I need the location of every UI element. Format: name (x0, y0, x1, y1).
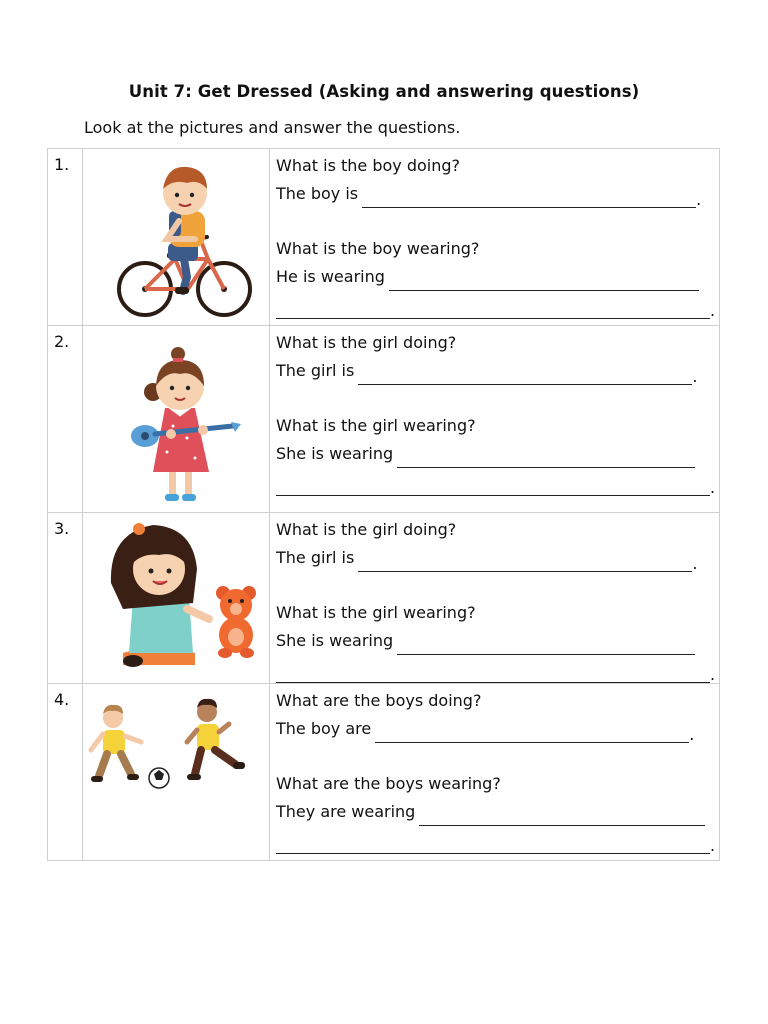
answer-blank[interactable] (276, 477, 710, 496)
answer-blank[interactable] (276, 300, 710, 319)
boy-riding-bicycle-illustration (83, 149, 269, 325)
boys-playing-football-illustration (83, 684, 269, 860)
answer-prompt-2: He is wearing (276, 267, 385, 286)
answer-blank[interactable] (397, 449, 695, 468)
question-2: What is the boy wearing? (276, 239, 480, 258)
question-row-3 (48, 513, 720, 684)
answer-blank[interactable] (358, 553, 692, 572)
worksheet-title: Unit 7: Get Dressed (Asking and answering questions) (128, 82, 640, 101)
instruction-text: Look at the pictures and answer the questions. (84, 118, 461, 137)
answer-prompt-2: They are wearing (276, 802, 416, 821)
question-1: What is the girl doing? (276, 520, 457, 539)
period: . (710, 836, 716, 855)
question-1: What is the boy doing? (276, 156, 461, 175)
answer-cell (270, 684, 720, 861)
period: . (692, 367, 698, 386)
answer-prompt-1: The girl is (276, 548, 355, 567)
question-row-1 (48, 149, 720, 326)
picture-cell (83, 149, 270, 326)
question-2: What is the girl wearing? (276, 416, 476, 435)
item-number: 2. (48, 326, 83, 513)
answer-prompt-1: The boy are (276, 719, 372, 738)
question-table (47, 148, 720, 861)
answer-blank[interactable] (397, 636, 695, 655)
period: . (689, 725, 695, 744)
question-2: What is the girl wearing? (276, 603, 476, 622)
period: . (696, 190, 702, 209)
item-number: 3. (48, 513, 83, 684)
answer-prompt-1: The girl is (276, 361, 355, 380)
answer-prompt-1: The boy is (276, 184, 359, 203)
period: . (710, 665, 716, 684)
picture-cell (83, 326, 270, 513)
item-number: 1. (48, 149, 83, 326)
answer-blank[interactable] (362, 189, 696, 208)
item-number: 4. (48, 684, 83, 861)
answer-blank[interactable] (358, 366, 692, 385)
period: . (710, 301, 716, 320)
period: . (692, 554, 698, 573)
question-1: What are the boys doing? (276, 691, 482, 710)
answer-blank[interactable] (375, 724, 689, 743)
answer-prompt-2: She is wearing (276, 444, 394, 463)
answer-cell (270, 513, 720, 684)
question-2: What are the boys wearing? (276, 774, 501, 793)
answer-blank[interactable] (276, 664, 710, 683)
answer-blank[interactable] (419, 807, 705, 826)
answer-blank[interactable] (276, 835, 710, 854)
question-row-4 (48, 684, 720, 861)
girl-playing-ukulele-illustration (83, 326, 269, 512)
period: . (710, 478, 716, 497)
question-row-2 (48, 326, 720, 513)
picture-cell (83, 513, 270, 684)
answer-cell (270, 149, 720, 326)
answer-prompt-2: She is wearing (276, 631, 394, 650)
picture-cell (83, 684, 270, 861)
answer-blank[interactable] (389, 272, 699, 291)
question-1: What is the girl doing? (276, 333, 457, 352)
answer-cell (270, 326, 720, 513)
girl-with-teddy-bear-illustration (83, 513, 269, 679)
